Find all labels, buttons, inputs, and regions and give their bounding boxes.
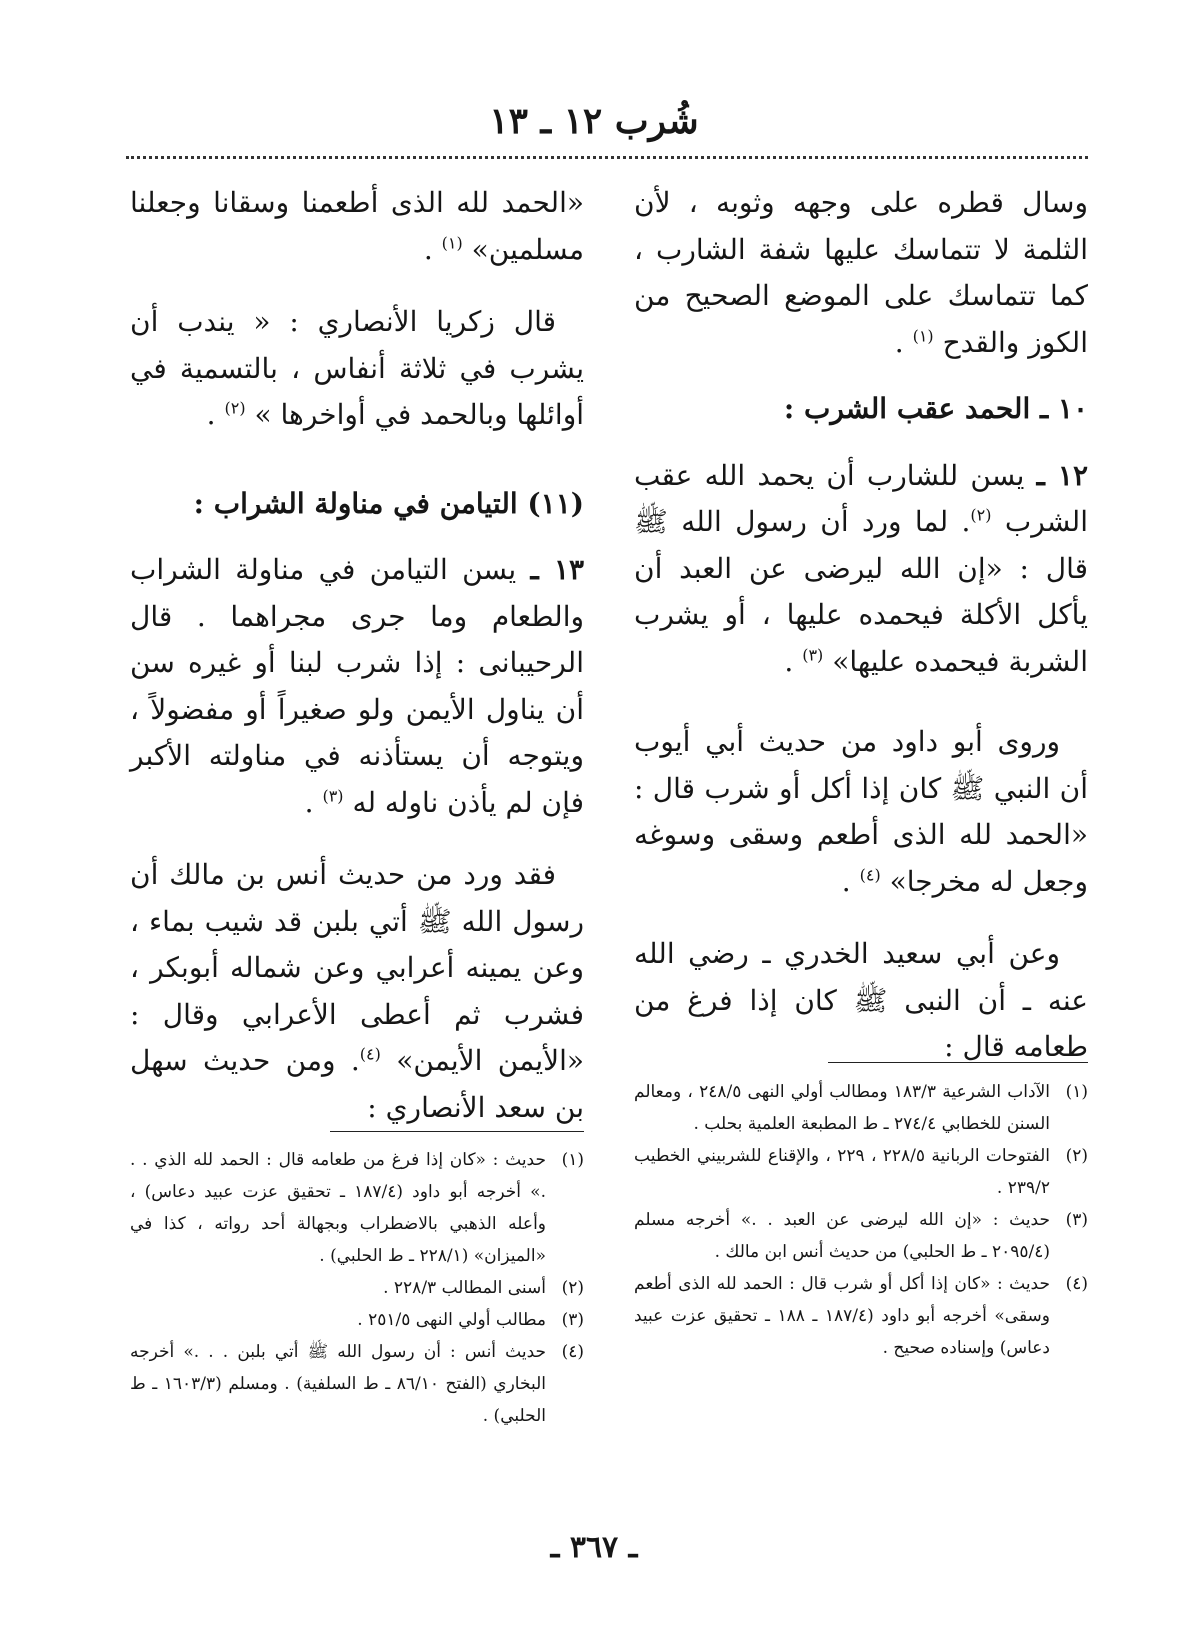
footnote-ref: (٣): [802, 645, 824, 665]
section-heading-11: (١١) التيامن في مناولة الشراب :: [193, 486, 584, 520]
footnote-ref: (٢): [970, 505, 992, 525]
header-dotted-rule: [126, 156, 1088, 159]
footnote-divider-left: [330, 1131, 584, 1132]
left-para-3: ١٣ ـ يسن التيامن في مناولة الشراب والطعام وما جرى مجراهما . قال الرحيبانى : إذا شرب لبنا أو غيره سن أن يناول الأيمن ولو صغيراً أو مفضولاً ، ويتوجه أن يستأذنه في مناولته الأكبر فإن لم يأذن ناوله له $^{(٣)}$ .: [130, 553, 585, 819]
left-para-2: قال زكريا الأنصاري : « يندب أن يشرب في ثلاثة أنفاس ، بالتسمية في أوائلها وبالحمد في أواخرها » $^{(٢)}$ .: [130, 305, 584, 431]
footnote-ref: (٤): [359, 1044, 381, 1064]
left-column: [130, 180, 584, 1151]
right-para-4: وعن أبي سعيد الخدري ـ رضي الله عنه ـ أن النبى ﷺ كان إذا فرغ من طعامه قال :: [634, 937, 1088, 1063]
footnote-ref: (٤): [859, 865, 881, 885]
footnote-item: (١) الآداب الشرعية ١٨٣/٣ ومطالب أولي النهى ٢٤٨/٥ ، ومعالم السنن للخطابي ٢٧٤/٤ ـ ط المطبعة العلمية بحلب .: [634, 1082, 1088, 1134]
footnotes-right: [634, 1076, 1088, 1364]
page-header-title: شُرب ١٢ ـ ١٣: [489, 100, 699, 142]
footnote-ref: (٣): [322, 786, 344, 806]
right-para-3: وروى أبو داود من حديث أبي أيوب أن النبي ﷺ كان إذا أكل أو شرب قال : «الحمد لله الذى أطعم وسقى وسوغه وجعل له مخرجا» $^{(٤)}$ .: [634, 725, 1088, 898]
footnote-item: (٤) حديث أنس : أن رسول الله ﷺ أتي بلبن . . .» أخرجه البخاري (الفتح ٨٦/١٠ ـ ط السلفية) . ومسلم (١٦٠٣/٣ ـ ط الحلبي) .: [130, 1342, 584, 1426]
page-number: ـ ٣٦٧ ـ: [550, 1530, 638, 1565]
footnote-ref: (١): [441, 233, 463, 253]
footnote-item: (٢) الفتوحات الربانية ٢٢٨/٥ ، ٢٢٩ ، والإقناع للشربيني الخطيب ٢٣٩/٢ .: [634, 1146, 1088, 1198]
right-para-2: ١٢ ـ يسن للشارب أن يحمد الله عقب الشرب $^{(٢)}$. لما ورد أن رسول الله ﷺ قال : «إن الله ليرضى عن العبد أن يأكل الأكلة فيحمده عليها ، أو يشرب الشربة فيحمده عليها» $^{(٣)}$ .: [634, 458, 1088, 678]
footnote-item: (٣) مطالب أولي النهى ٢٥١/٥ .: [357, 1310, 584, 1330]
footnote-ref: (٢): [224, 398, 246, 418]
footnotes-left: [130, 1144, 584, 1432]
footnote-divider-right: [828, 1062, 1088, 1063]
left-para-4: فقد ورد من حديث أنس بن مالك أن رسول الله ﷺ أتي بلبن قد شيب بماء ، وعن يمينه أعرابي وعن شماله أبوبكر ، فشرب ثم أعطى الأعرابي وقال : «الأيمن الأيمن» $^{(٤)}$. ومن حديث سهل بن سعد الأنصاري :: [130, 858, 584, 1124]
right-para-1: وسال قطره على وجهه وثوبه ، لأن الثلمة لا تتماسك عليها شفة الشارب ، كما تتماسك على الموضع الصحيح من الكوز والقدح $^{(١)}$ .: [634, 186, 1088, 359]
footnote-item: (٣) حديث : «إن الله ليرضى عن العبد . .» أخرجه مسلم (٢٠٩٥/٤ ـ ط الحلبي) من حديث أنس ابن مالك .: [634, 1210, 1088, 1262]
footnote-item: (١) حديث : «كان إذا فرغ من طعامه قال : الحمد لله الذي . . .» أخرجه أبو داود (١٨٧/٤ ـ تحقيق عزت عبيد دعاس) ، وأعله الذهبي بالاضطراب وبجهالة أحد رواته ، كذا في «الميزان» (٢٢٨/١ ـ ط الحلبي) .: [130, 1150, 584, 1266]
section-heading-10: ١٠ ـ الحمد عقب الشرب :: [783, 392, 1088, 425]
footnote-ref: (١): [912, 326, 934, 346]
footnote-item: (٤) حديث : «كان إذا أكل أو شرب قال : الحمد لله الذى أطعم وسقى» أخرجه أبو داود (١٨٧/٤ ـ ١٨٨ ـ تحقيق عزت عبيد دعاس) وإسناده صحيح .: [634, 1274, 1088, 1358]
right-column: [634, 180, 1088, 1091]
left-para-1: «الحمد لله الذى أطعمنا وسقانا وجعلنا مسلمين» $^{(١)}$ .: [130, 186, 584, 266]
footnote-item: (٢) أسنى المطالب ٢٢٨/٣ .: [383, 1278, 584, 1298]
